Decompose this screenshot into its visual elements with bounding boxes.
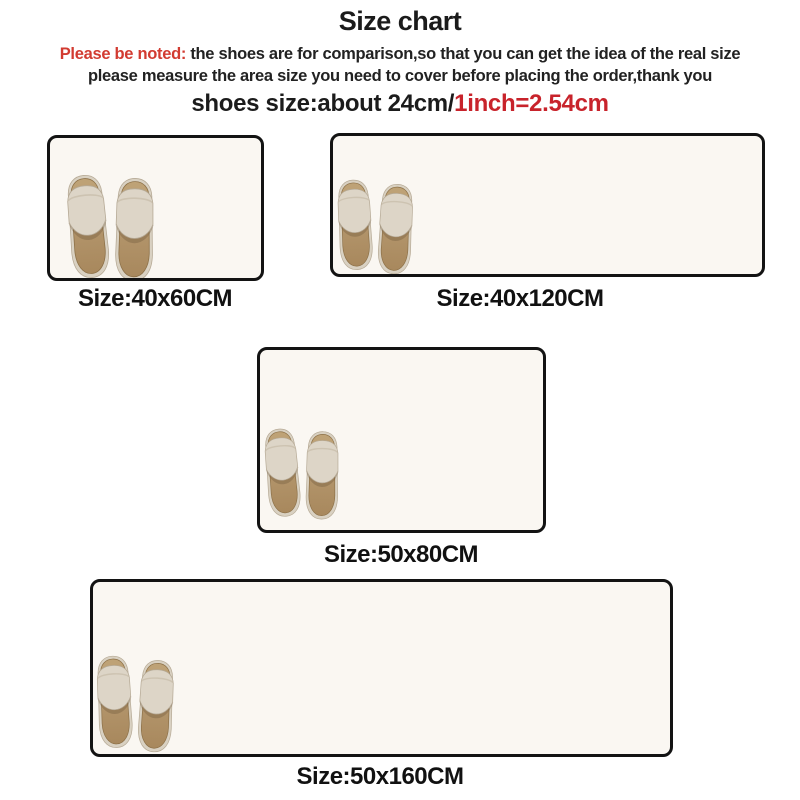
note-line-1 [0, 45, 800, 64]
note-text-1: the shoes are for comparison,so that you can get the idea of the real size [186, 45, 741, 63]
mat-size-label: Size:50x80CM [323, 541, 479, 568]
page-title: Size chart [338, 6, 462, 36]
shoe-size-line [0, 90, 800, 118]
slippers-icon [260, 425, 345, 524]
slippers-icon [93, 654, 179, 754]
mat-rect-50x80 [257, 347, 546, 533]
slippers-icon [62, 170, 162, 281]
inch-conversion-text: 1inch=2.54cm [454, 90, 609, 117]
shoe-size-text: shoes size:about 24cm/ [191, 90, 455, 117]
mat-size-label: Size:50x160CM [296, 763, 464, 790]
mat-rect-50x160 [90, 579, 673, 757]
mat-rect-40x60 [47, 135, 264, 281]
mat-size-label: Size:40x60CM [77, 285, 233, 312]
note-line-2: please measure the area size you need to cover before placing the order,thank you [87, 67, 712, 85]
mat-size-label: Size:40x120CM [436, 285, 604, 312]
mat-rect-40x120 [330, 133, 765, 277]
note-highlight: Please be noted: [59, 45, 187, 63]
slippers-icon [334, 178, 418, 276]
